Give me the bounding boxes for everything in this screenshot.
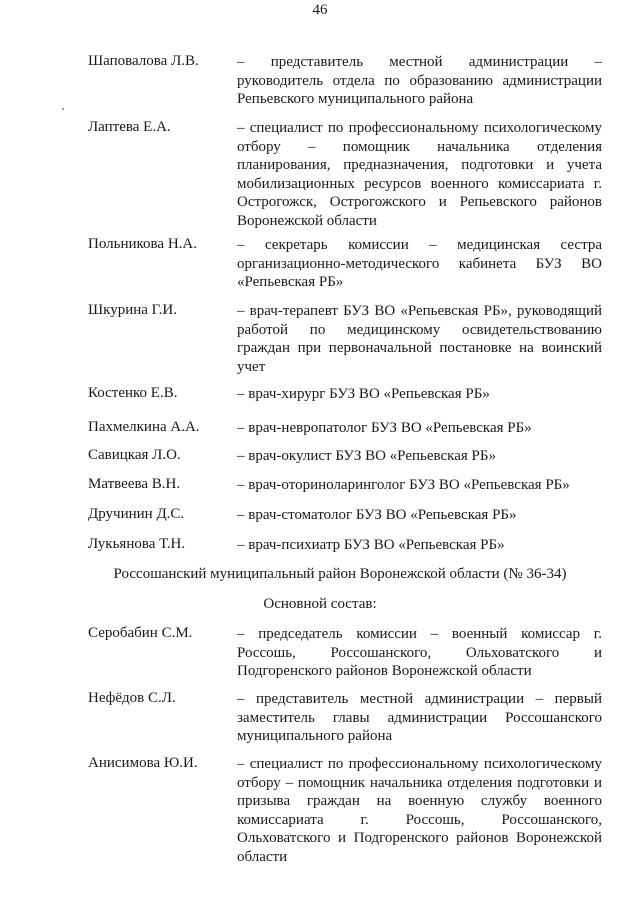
member-role-line: заместитель главы администрации Россошанского [237,709,602,726]
member-name: Нефёдов С.Л. [88,690,176,706]
member-role-line: Россошь, Россошанского, Ольховатского и [237,644,602,661]
district-heading: Россошанский муниципальный район Воронежской области (№ 36-34) [113,566,567,582]
member-role [237,506,602,525]
member-role [237,119,602,230]
member-name: Дручинин Д.С. [88,506,185,522]
member-role-line: организационно-методического кабинета БУЗ ВО [237,255,602,272]
member-role-line: – врач-оториноларинголог БУЗ ВО «Репьевская РБ» [237,477,570,493]
member-name: Шаповалова Л.В. [88,53,199,69]
member-role-line: отбору – помощник начальника отделения [237,138,602,155]
member-role-line: – секретарь комиссии – медицинская сестра [237,237,602,253]
member-role-line: – врач-психиатр БУЗ ВО «Репьевская РБ» [237,537,505,553]
member-role-line: – врач-терапевт БУЗ ВО «Репьевская РБ», руководящий [237,303,602,319]
member-role-line: – представитель местной администрации – первый [237,691,602,707]
member-role-line: – специалист по профессиональному психологическому [237,120,602,136]
member-role [237,385,602,404]
member-role [237,690,602,746]
member-role-line: «Репьевская РБ» [237,274,344,290]
member-role-line: – врач-окулист БУЗ ВО «Репьевская РБ» [237,448,496,464]
member-role-line: Подгоренского районов Воронежской области [237,663,532,679]
member-name: Лаптева Е.А. [88,119,171,135]
member-role-line: – специалист по профессиональному психологическому [237,756,602,772]
member-name: Савицкая Л.О. [88,447,181,463]
member-role-line: – председатель комиссии – военный комиссар г. [237,626,602,642]
member-role [237,536,602,555]
member-role-line: руководитель отдела по образованию администрации [237,72,602,89]
member-name: Пахмелкина А.А. [88,419,200,435]
member-name: Костенко Е.В. [88,385,178,401]
member-role-line: Ольховатского и Подгоренского районов Воронежской [237,830,602,846]
scan-artifact-dot [62,108,64,110]
member-role-line: области [237,848,288,865]
member-role [237,419,602,438]
member-role-line: – врач-хирург БУЗ ВО «Репьевская РБ» [237,386,490,402]
composition-heading: Основной состав: [263,596,377,612]
member-role-line: комиссариата г. Россошь, Россошанского, [237,811,602,828]
member-name: Серобабин С.М. [88,625,193,641]
member-role [237,755,602,866]
member-role [237,447,602,466]
member-name: Польникова Н.А. [88,236,197,252]
member-role-line: работой по медицинскому освидетельствованию [237,321,602,338]
member-role-line: граждан при первоначальной постановке на воинский [237,340,602,356]
member-role-line: отбору – помощник начальника отделения подготовки и [237,774,602,791]
member-name: Анисимова Ю.И. [88,755,198,771]
member-role-line: Воронежской области [237,212,377,229]
member-role-line: планирования, предназначения, подготовки и учета [237,157,602,173]
member-role-line: – врач-невропатолог БУЗ ВО «Репьевская РБ» [237,420,532,436]
member-role [237,53,602,109]
member-name: Лукьянова Т.Н. [88,536,186,552]
member-name: Матвеева В.Н. [88,476,181,492]
member-role-line: призыва граждан на военную службу военного [237,793,602,809]
member-role-line: учет [237,358,266,375]
page-number: 46 [312,2,328,18]
member-name: Шкурина Г.И. [88,302,177,318]
member-role-line: – представитель местной администрации – [237,54,602,70]
member-role [237,236,602,292]
member-role-line: Репьевского муниципального района [237,91,474,107]
member-role-line: мобилизационных ресурсов военного комиссариата г. [237,175,602,192]
member-role [237,302,602,376]
member-role-line: – врач-стоматолог БУЗ ВО «Репьевская РБ» [237,507,517,523]
member-role-line: Острогожск, Острогожского и Репьевского районов [237,194,602,210]
member-role [237,625,602,681]
member-role-line: муниципального района [237,728,393,744]
member-role [237,476,602,495]
